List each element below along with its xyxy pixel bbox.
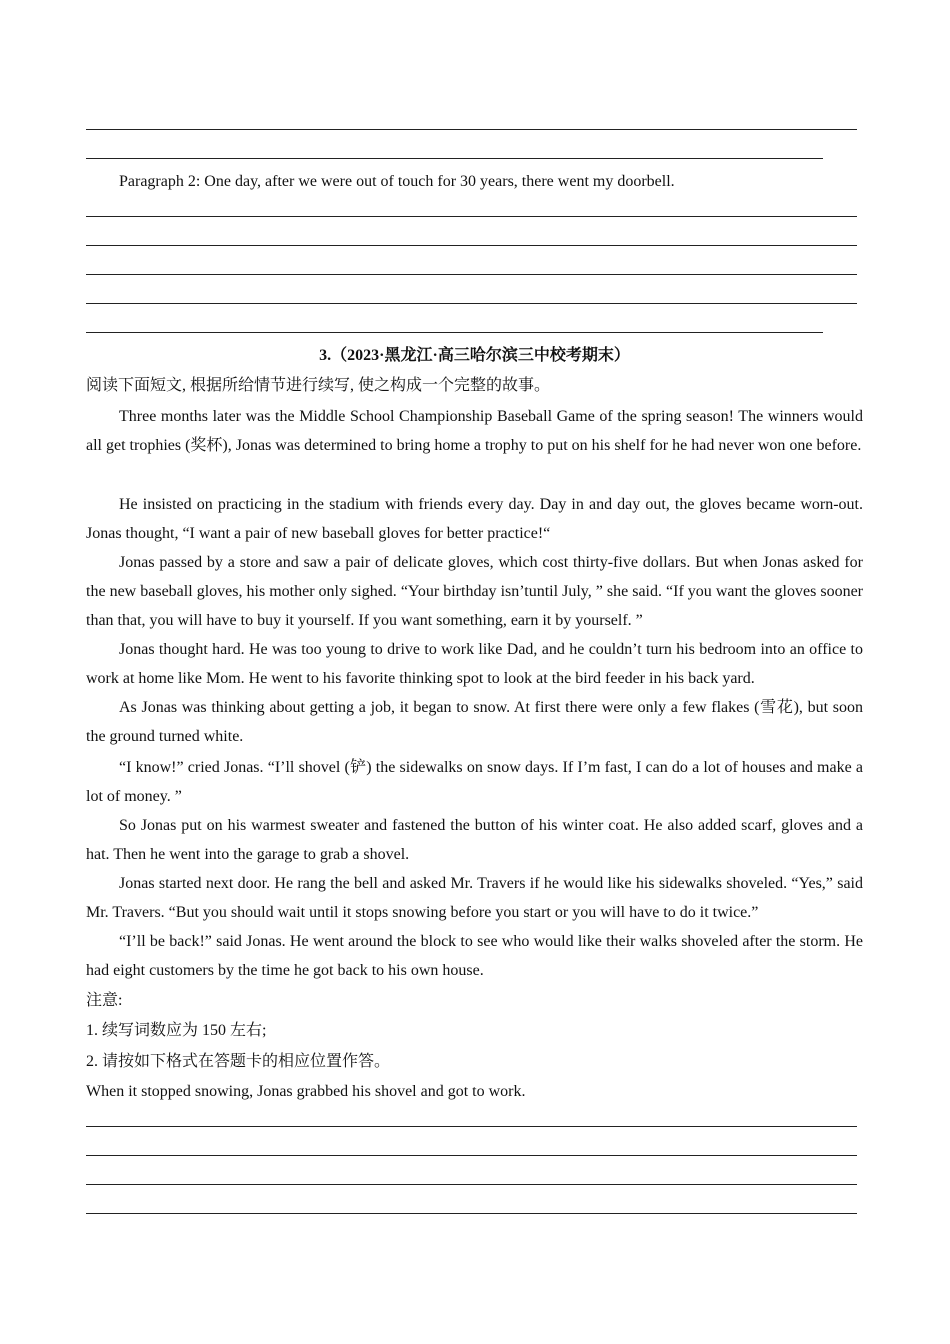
story-paragraph-1: Three months later was the Middle School Championship Baseball Game of the spring season! The winners would all get trophies (奖杯), Jonas was determined to bring home a trophy to put on his shelf for he had never won one before.	[86, 408, 863, 454]
continuation-prompt: When it stopped snowing, Jonas grabbed his shovel and got to work.	[86, 1083, 526, 1100]
question-instruction: 阅读下面短文, 根据所给情节进行续写, 使之构成一个完整的故事。	[86, 377, 551, 394]
story-paragraph-5: As Jonas was thinking about getting a job, it began to snow. At first there were only a few flakes (雪花), but soon the ground turned white.	[86, 699, 863, 745]
answer-line	[86, 216, 857, 217]
story-paragraph-9: “I’ll be back!” said Jonas. He went around the block to see who would like their walks shoveled after the storm. He had eight customers by the time he got back to his own house.	[86, 933, 863, 979]
answer-line	[86, 129, 857, 130]
story-paragraph-6: “I know!” cried Jonas. “I’ll shovel (铲) the sidewalks on snow days. If I’m fast, I can do a lot of houses and make a lot of money. ”	[86, 759, 863, 805]
answer-line	[86, 274, 857, 275]
answer-line	[86, 158, 823, 159]
story-paragraph-7: So Jonas put on his warmest sweater and fastened the button of his winter coat. He also added scarf, gloves and a hat. Then he went into the garage to grab a shovel.	[86, 817, 863, 863]
story-paragraph-4: Jonas thought hard. He was too young to drive to work like Dad, and he couldn’t turn his bedroom into an office to work at home like Mom. He went to his favorite thinking spot to look at the bird feeder in his back yard.	[86, 641, 863, 687]
answer-line	[86, 1126, 857, 1127]
answer-line	[86, 303, 857, 304]
answer-line	[86, 1213, 857, 1214]
answer-line	[86, 332, 823, 333]
answer-line	[86, 1155, 857, 1156]
note-2: 2. 请按如下格式在答题卡的相应位置作答。	[86, 1053, 391, 1070]
notes-label: 注意:	[86, 992, 123, 1009]
answer-line	[86, 245, 857, 246]
answer-line	[86, 1184, 857, 1185]
note-1: 1. 续写词数应为 150 左右;	[86, 1022, 267, 1039]
story-paragraph-2: He insisted on practicing in the stadium with friends every day. Day in and day out, the gloves became worn-out. Jonas thought, “I want a pair of new baseball gloves for better practice!“	[86, 496, 863, 542]
story-paragraph-8: Jonas started next door. He rang the bell and asked Mr. Travers if he would like his sidewalks shoveled. “Yes,” said Mr. Travers. “But you should wait until it stops snowing before you start or you will have to do it twice.”	[86, 875, 863, 921]
paragraph2-prompt: Paragraph 2: One day, after we were out of touch for 30 years, there went my doorbell.	[119, 173, 675, 190]
story-paragraph-3: Jonas passed by a store and saw a pair of delicate gloves, which cost thirty-five dollars. But when Jonas asked for the new baseball gloves, his mother only sighed. “Your birthday isn’tuntil July, ” she said. “If you want the gloves sooner than that, you will have to buy it yourself. If you want something, earn it by yourself. ”	[86, 554, 863, 629]
question-heading: 3.（2023·黑龙江·高三哈尔滨三中校考期末）	[319, 347, 630, 364]
